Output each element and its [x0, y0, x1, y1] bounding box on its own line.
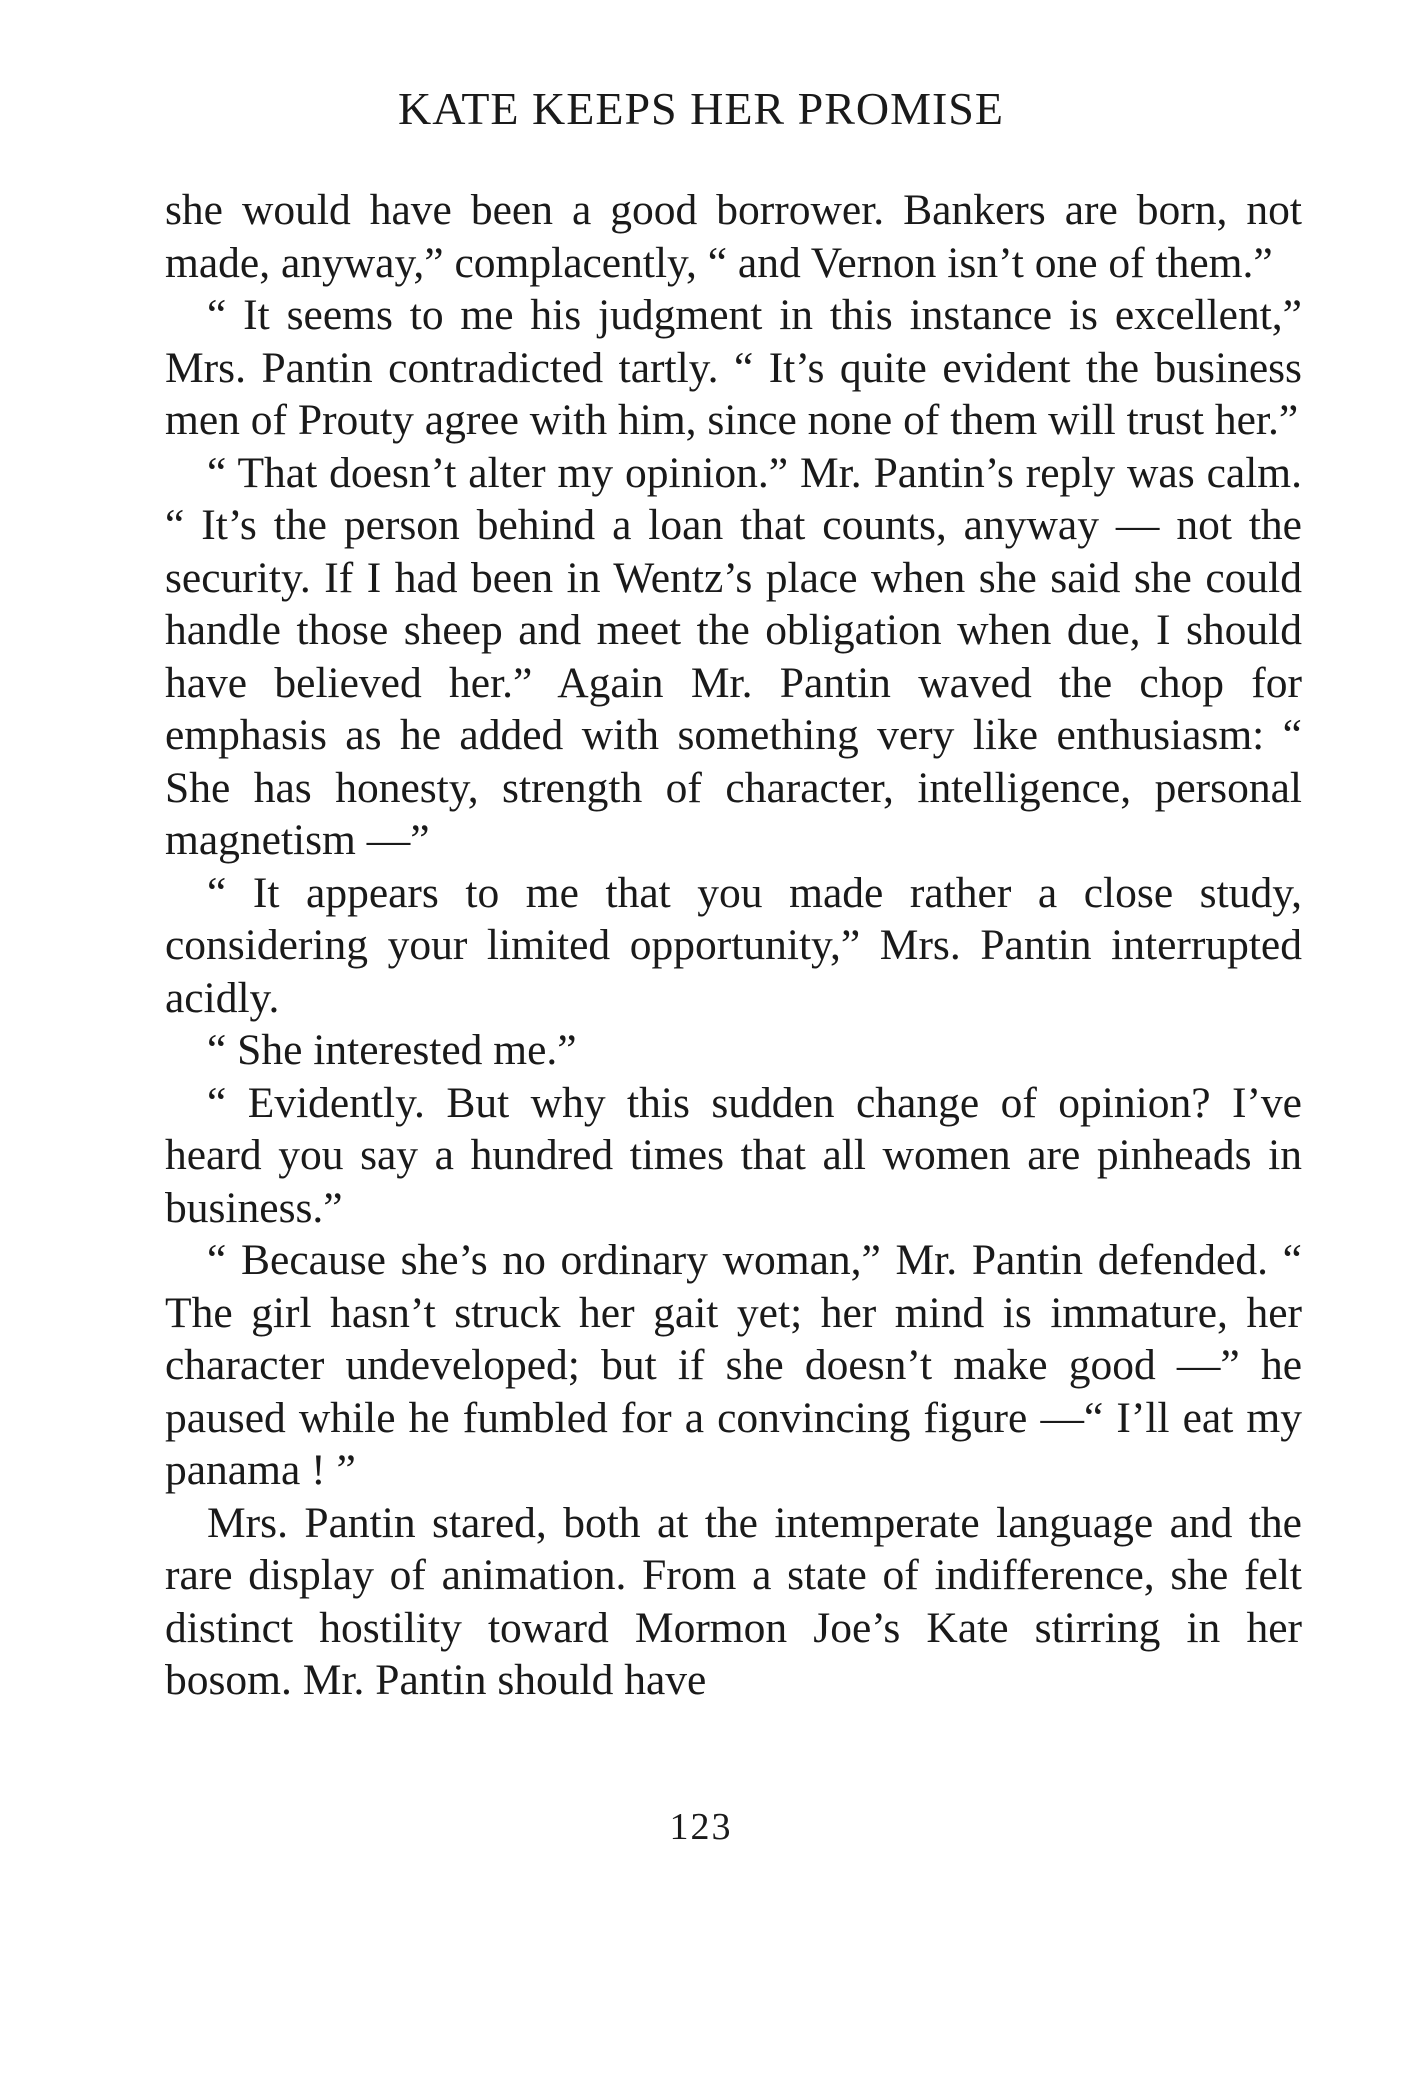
body-text [165, 184, 1302, 1707]
paragraph-8: Mrs. Pantin stared, both at the intemperate language and the rare display of animation. From a state of indifference, she felt distinct hostility toward Mormon Joe’s Kate stirring in her bosom. Mr. Pantin should have [165, 1498, 1302, 1704]
paragraph-7: “ Because she’s no ordinary woman,” Mr. Pantin defended. “ The girl hasn’t struck her gait yet; her mind is immature, her character undeveloped; but if she doesn’t make good —” he paused while he fumbled for a convincing figure —“ I’ll eat my panama ! ” [165, 1236, 1302, 1494]
paragraph-3: “ That doesn’t alter my opinion.” Mr. Pantin’s reply was calm. “ It’s the person behind a loan that counts, anyway — not the security. If I had been in Wentz’s place when she said she could handle those sheep and meet the obligation when due, I should have believed her.” Again Mr. Pantin waved the chop for emphasis as he added with something very like enthusiasm: “ She has honesty, strength of character, intelligence, personal magnetism —” [165, 448, 1302, 864]
page-number: 123 [669, 1806, 733, 1848]
paragraph-2: “ It seems to me his judgment in this instance is excellent,” Mrs. Pantin contradicted tartly. “ It’s quite evident the business men of Prouty agree with him, since none of them will trust her.” [165, 291, 1302, 444]
paragraph-1: she would have been a good borrower. Bankers are born, not made, anyway,” complacently, “ and Vernon isn’t one of them.” [165, 186, 1302, 287]
running-title: KATE KEEPS HER PROMISE [397, 83, 1004, 134]
paragraph-6: “ Evidently. But why this sudden change of opinion? I’ve heard you say a hundred times that all women are pinheads in business.” [165, 1078, 1302, 1232]
paragraph-4: “ It appears to me that you made rather a close study, considering your limited opportunity,” Mrs. Pantin interrupted acidly. [165, 868, 1302, 1022]
paragraph-5: “ She interested me.” [207, 1026, 577, 1074]
